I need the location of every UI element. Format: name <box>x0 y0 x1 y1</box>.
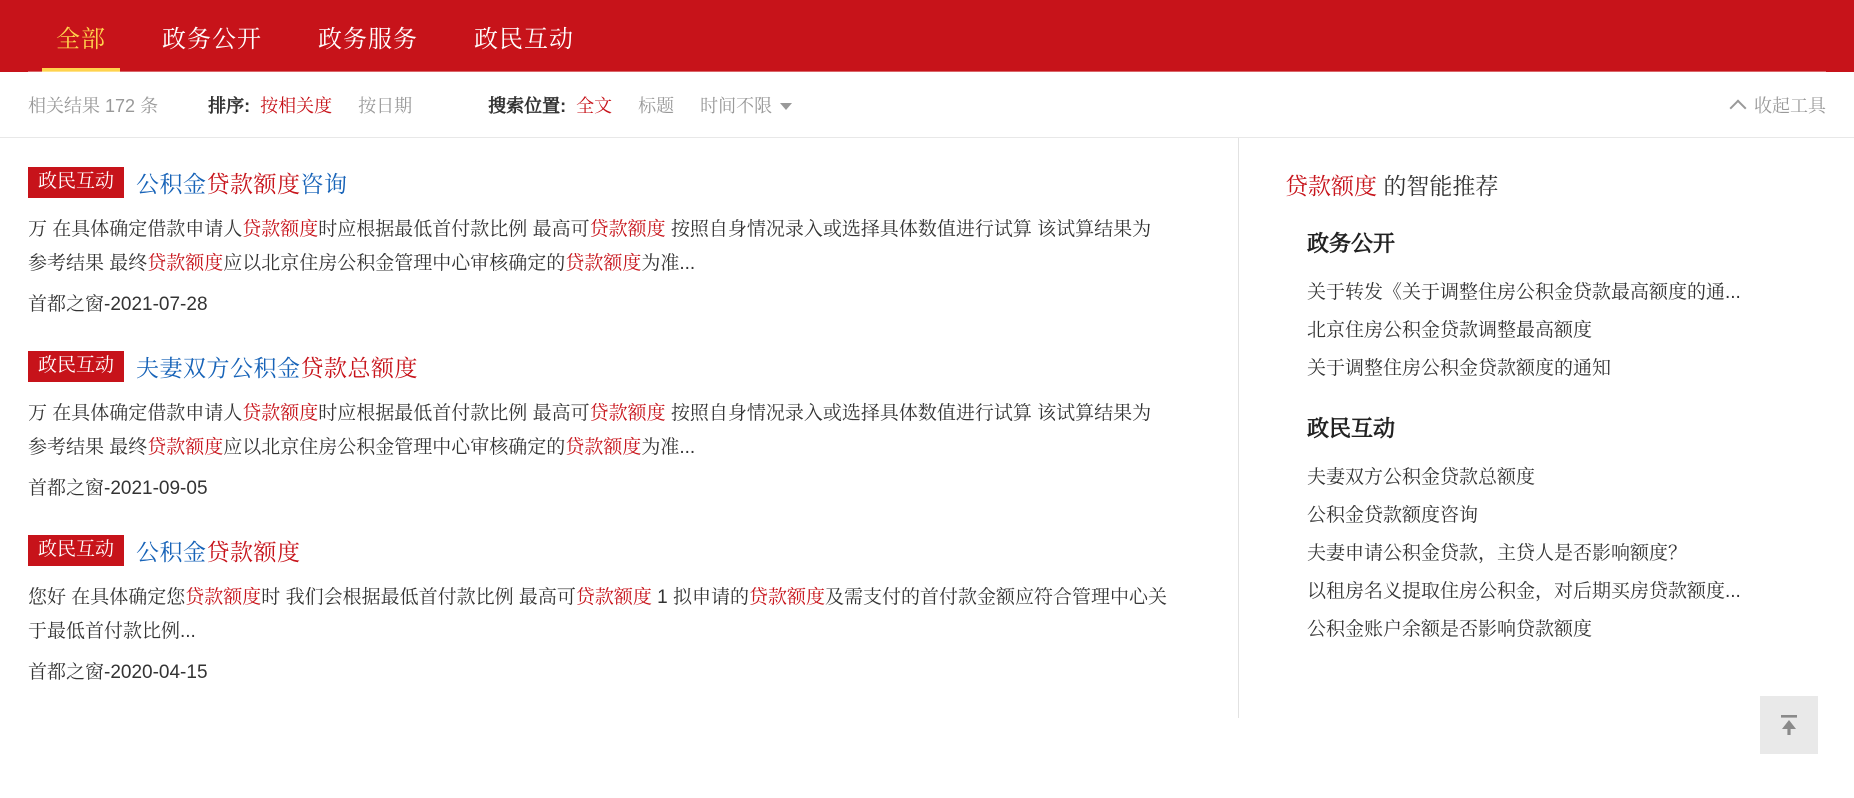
search-result-item <box>28 534 1238 684</box>
nav-tab-citizen-interaction-label: 政民互动 <box>474 25 574 53</box>
sidebar-link[interactable]: 以租房名义提取住房公积金，对后期买房贷款额度... <box>1307 581 1741 602</box>
scope-option-title[interactable]: 标题 <box>638 95 675 116</box>
sidebar-group-title: 政务公开 <box>1307 231 1396 256</box>
sidebar-link[interactable]: 公积金贷款额度咨询 <box>1307 505 1479 526</box>
sidebar-link[interactable]: 夫妻双方公积金贷款总额度 <box>1307 467 1536 488</box>
search-results-list <box>28 138 1238 718</box>
sidebar-title <box>1285 168 1818 201</box>
result-snippet: 万 在具体确定借款申请人贷款额度时应根据最低首付款比例 最高可贷款额度 按照自身情况录入或选择具体数值进行试算 该试算结果为参考结果 最终贷款额度应以北京住房公积金管理中心审核确定的贷款额度为准... <box>28 403 1152 458</box>
search-result-item <box>28 166 1238 316</box>
result-source-date: 首都之窗-2021-09-05 <box>28 478 208 499</box>
nav-tab-government-services[interactable] <box>290 0 446 72</box>
sidebar-link[interactable]: 公积金账户余额是否影响贷款额度 <box>1307 619 1593 640</box>
result-count-value: 172 <box>105 95 136 116</box>
result-source-date: 首都之窗-2021-07-28 <box>28 294 208 315</box>
search-result-header <box>28 350 1238 383</box>
result-count-suffix: 条 <box>140 95 159 116</box>
sidebar-title-keyword: 贷款额度 <box>1285 173 1377 199</box>
result-snippet: 您好 在具体确定您贷款额度时 我们会根据最低首付款比例 最高可贷款额度 1 拟申请的贷款额度及需支付的首付款金额应符合管理中心关于最低首付款比例... <box>28 587 1168 642</box>
time-range-dropdown[interactable]: 时间不限 <box>700 92 792 118</box>
sidebar-link[interactable]: 北京住房公积金贷款调整最高额度 <box>1307 320 1593 341</box>
collapse-tools-button[interactable] <box>1732 92 1826 118</box>
nav-tab-government-disclosure[interactable] <box>134 0 290 72</box>
back-to-top-icon <box>1774 710 1804 740</box>
sidebar-link[interactable]: 夫妻申请公积金贷款，主贷人是否影响额度？ <box>1307 543 1688 564</box>
sidebar-title-rest: 的智能推荐 <box>1377 173 1499 199</box>
result-source-date: 首都之窗-2020-04-15 <box>28 662 208 683</box>
result-title-link[interactable]: 公积金贷款额度咨询 <box>136 171 348 197</box>
sidebar-link[interactable]: 关于调整住房公积金贷款额度的通知 <box>1307 358 1612 379</box>
scope-label: 搜索位置: <box>488 95 567 116</box>
back-to-top-button[interactable] <box>1760 696 1818 754</box>
result-count <box>28 92 158 118</box>
nav-tab-all[interactable] <box>28 0 134 72</box>
sort-label: 排序: <box>208 95 251 116</box>
sidebar-group-citizen-interaction <box>1285 412 1818 649</box>
nav-tab-citizen-interaction[interactable] <box>446 0 602 72</box>
collapse-tools-label: 收起工具 <box>1754 95 1826 116</box>
scope-filter-group <box>488 92 818 118</box>
scope-option-fulltext[interactable]: 全文 <box>576 95 613 116</box>
chevron-up-icon <box>1730 99 1747 116</box>
nav-tab-all-label: 全部 <box>56 25 106 53</box>
page-content <box>0 138 1854 718</box>
primary-navigation <box>0 0 1854 72</box>
result-category-badge: 政民互动 <box>28 167 124 198</box>
sort-option-date[interactable]: 按日期 <box>358 95 413 116</box>
result-category-badge: 政民互动 <box>28 351 124 382</box>
search-filter-bar <box>0 72 1854 138</box>
sidebar-group-title: 政民互动 <box>1307 416 1396 441</box>
search-result-header <box>28 534 1238 567</box>
sort-option-relevance[interactable]: 按相关度 <box>260 95 333 116</box>
result-snippet: 万 在具体确定借款申请人贷款额度时应根据最低首付款比例 最高可贷款额度 按照自身情况录入或选择具体数值进行试算 该试算结果为参考结果 最终贷款额度应以北京住房公积金管理中心审核确定的贷款额度为准... <box>28 219 1152 274</box>
result-title-link[interactable]: 公积金贷款额度 <box>136 539 301 565</box>
nav-tab-government-services-label: 政务服务 <box>318 25 418 53</box>
sidebar-link[interactable]: 关于转发《关于调整住房公积金贷款最高额度的通... <box>1307 282 1741 303</box>
recommendation-sidebar <box>1238 138 1818 718</box>
sidebar-group-government-disclosure <box>1285 227 1818 388</box>
sort-filter-group <box>208 92 438 118</box>
result-count-prefix: 相关结果 <box>28 95 100 116</box>
search-result-item <box>28 350 1238 500</box>
nav-tab-government-disclosure-label: 政务公开 <box>162 25 262 53</box>
result-category-badge: 政民互动 <box>28 535 124 566</box>
result-title-link[interactable]: 夫妻双方公积金贷款总额度 <box>136 355 419 381</box>
search-result-header <box>28 166 1238 199</box>
